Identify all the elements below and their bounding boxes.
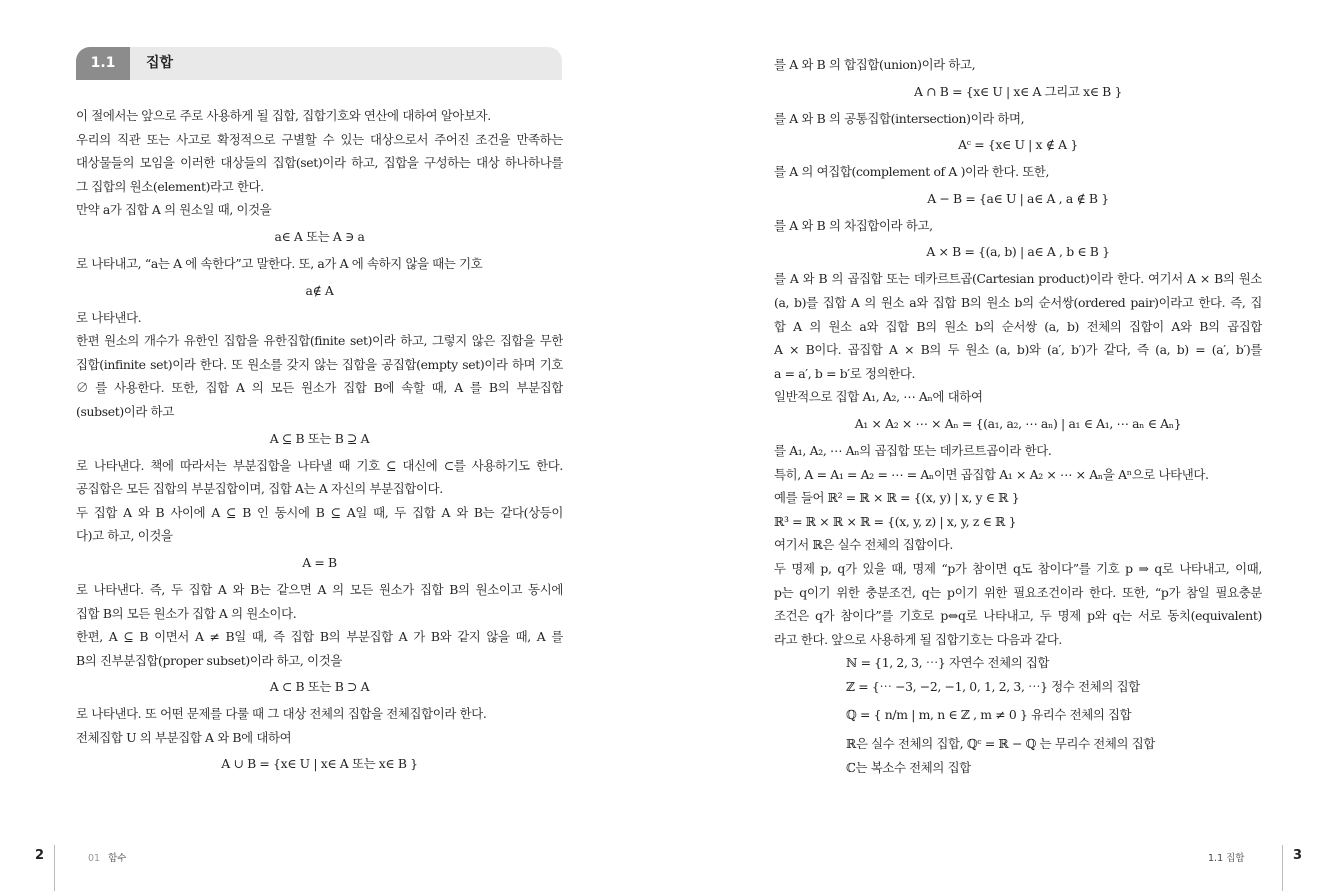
- text-line: a = a′, b = b′로 정의한다.: [774, 365, 916, 381]
- right-text-column: [774, 53, 1262, 780]
- text-line: 로 나타낸다. 책에 따라서는 부분집합을 나타낼 때 기호 ⊆ 대신에 ⊂를 사용하기도 한다.: [76, 457, 563, 473]
- left-running-head: [88, 850, 126, 864]
- text-line: 로 나타낸다. 또 어떤 문제를 다룰 때 그 대상 전체의 집합을 전체집합이라 한다.: [76, 706, 487, 722]
- right-page-number: 3: [1293, 848, 1303, 863]
- text-line: 집합 B의 모든 원소가 집합 A 의 원소이다.: [76, 605, 297, 621]
- formula-line: A ⊂ B 또는 B ⊃ A: [269, 679, 370, 695]
- formula-line: a∈ A 또는 A ∋ a: [274, 228, 365, 244]
- chapter-title: 함수: [108, 853, 127, 864]
- left-text-column: [76, 104, 563, 779]
- text-line: 예를 들어 ℝ² = ℝ × ℝ = {(x, y) | x, y ∈ ℝ }: [774, 490, 1020, 506]
- text-line: 대상물들의 모임을 이러한 대상들의 집합(set)이라 하고, 집합을 구성하는 대상 하나하나를: [76, 155, 563, 171]
- text-line: ℝ³ = ℝ × ℝ × ℝ = {(x, y, z) | x, y, z ∈ ℝ }: [774, 513, 1017, 529]
- section-number: 1.1: [76, 47, 130, 80]
- text-line: 한편, A ⊆ B 이면서 A ≠ B일 때, 즉 집합 B의 부분집합 A 가 B와 같지 않을 때, A 를: [76, 629, 563, 645]
- text-line: 전체집합 U 의 부분집합 A 와 B에 대하여: [76, 729, 292, 745]
- text-line: 일반적으로 집합 A₁, A₂, ⋯ Aₙ에 대하여: [774, 389, 983, 405]
- right-running-head: 1.1 집합: [1208, 853, 1245, 864]
- text-line: 우리의 직관 또는 사고로 확정적으로 구별할 수 있는 대상으로서 주어진 조건을 만족하는: [76, 131, 563, 147]
- formula-line: a∉ A: [305, 282, 334, 298]
- text-line: 한편 원소의 개수가 유한인 집합을 유한집합(finite set)이라 하고, 그렇지 않은 집합을 무한: [76, 333, 563, 349]
- text-line: 를 A 와 B 의 곱집합 또는 데카르트곱(Cartesian product)이라 한다. 여기서 A × B의 원소: [774, 271, 1262, 287]
- text-line: 로 나타내고, “a는 A 에 속한다”고 말한다. 또, a가 A 에 속하지 않을 때는 기호: [76, 255, 483, 271]
- left-footer-rule: [54, 845, 55, 891]
- text-line: 라고 한다. 앞으로 사용하게 될 집합기호는 다음과 같다.: [774, 631, 1062, 647]
- left-page: [0, 0, 670, 891]
- text-line: 특히, A = A₁ = A₂ = ⋯ = Aₙ이면 곱집합 A₁ × A₂ × ⋯ × Aₙ을 Aⁿ으로 나타낸다.: [774, 466, 1209, 482]
- text-line: 조건은 q가 참이다”를 기호로 p⇔q로 나타내고, 두 명제 p와 q는 서로 동치(equivalent): [774, 608, 1262, 624]
- text-line: 공집합은 모든 집합의 부분집합이며, 집합 A는 A 자신의 부분집합이다.: [76, 481, 443, 497]
- text-line: B의 진부분집합(proper subset)이라 하고, 이것을: [76, 652, 342, 668]
- section-heading: [76, 47, 562, 80]
- formula-line: A ∩ B = {x∈ U | x∈ A 그리고 x∈ B }: [913, 83, 1123, 99]
- text-line: 를 A 와 B 의 차집합이라 하고,: [774, 217, 933, 233]
- text-line: ℂ는 복소수 전체의 집합: [846, 760, 971, 776]
- right-page: [670, 0, 1341, 891]
- text-line: ℕ = {1, 2, 3, ⋯} 자연수 전체의 집합: [846, 655, 1050, 671]
- text-line: 를 A₁, A₂, ⋯ Aₙ의 곱집합 또는 데카르트곱이라 한다.: [774, 442, 1052, 458]
- text-line: 를 A 와 B 의 합집합(union)이라 하고,: [774, 57, 976, 72]
- formula-line: A ∪ B = {x∈ U | x∈ A 또는 x∈ B }: [221, 756, 418, 772]
- text-line: 다)고 하고, 이것을: [76, 528, 173, 544]
- formula-line: A₁ × A₂ × ⋯ × Aₙ = {(a₁, a₂, ⋯ aₙ) | a₁ ∈ A₁, ⋯ aₙ ∈ Aₙ}: [854, 415, 1182, 431]
- formula-line: Aᶜ = {x∈ U | x ∉ A }: [958, 137, 1078, 153]
- text-line: (subset)이라 하고: [76, 403, 174, 419]
- right-footer-rule: [1282, 845, 1283, 891]
- text-line: (a, b)를 집합 A 의 원소 a와 집합 B의 원소 b의 순서쌍(ordered pair)이라고 한다. 즉, 집: [774, 294, 1262, 310]
- text-line: 만약 a가 집합 A 의 원소일 때, 이것을: [76, 202, 272, 218]
- section-title: 집합: [146, 55, 174, 71]
- text-line: 그 집합의 원소(element)라고 한다.: [76, 178, 264, 194]
- text-line: 집합(infinite set)이라 한다. 또 원소를 갖지 않는 집합을 공집합(empty set)이라 하며 기호: [76, 356, 563, 372]
- text-line: 두 명제 p, q가 있을 때, 명제 “p가 참이면 q도 참이다”를 기호 p ⇒ q로 나타내고, 이때,: [774, 560, 1262, 576]
- text-line: p는 q이기 위한 충분조건, q는 p이기 위한 필요조건이라 한다. 또한, “p가 참일 필요충분: [774, 584, 1262, 600]
- formula-line: A − B = {a∈ U | a∈ A , a ∉ B }: [927, 190, 1109, 206]
- formula-line: A ⊆ B 또는 B ⊇ A: [269, 430, 370, 446]
- text-line: 이 절에서는 앞으로 주로 사용하게 될 집합, 집합기호와 연산에 대하여 알아보자.: [76, 108, 491, 123]
- text-line: 로 나타낸다. 즉, 두 집합 A 와 B는 같으면 A 의 모든 원소가 집합 B의 원소이고 동시에: [76, 581, 563, 597]
- text-line: 두 집합 A 와 B 사이에 A ⊆ B 인 동시에 B ⊆ A일 때, 두 집합 A 와 B는 같다(상등이: [76, 504, 563, 520]
- text-line: ℤ = {⋯ −3, −2, −1, 0, 1, 2, 3, ⋯} 정수 전체의 집합: [846, 678, 1140, 694]
- formula-line: A = B: [302, 554, 337, 570]
- text-line: ℚ = { n/m | m, n ∈ ℤ , m ≠ 0 } 유리수 전체의 집합: [846, 707, 1132, 723]
- text-line: 여기서 ℝ은 실수 전체의 집합이다.: [774, 537, 953, 553]
- chapter-number: 01: [88, 853, 101, 864]
- text-line: 를 A 의 여집합(complement of A )이라 한다. 또한,: [774, 164, 1050, 180]
- left-page-number: 2: [35, 848, 45, 863]
- text-line: ℝ은 실수 전체의 집합, ℚᶜ = ℝ − ℚ 는 무리수 전체의 집합: [846, 736, 1155, 752]
- text-line: 합 A 의 원소 a와 집합 B의 원소 b의 순서쌍 (a, b) 전체의 집합이 A와 B의 곱집합: [774, 318, 1262, 334]
- text-line: ∅ 를 사용한다. 또한, 집합 A 의 모든 원소가 집합 B에 속할 때, A 를 B의 부분집합: [76, 380, 563, 396]
- formula-line: A × B = {(a, b) | a∈ A , b ∈ B }: [926, 244, 1110, 260]
- text-line: 로 나타낸다.: [76, 309, 142, 325]
- text-line: 를 A 와 B 의 공통집합(intersection)이라 하며,: [774, 110, 1025, 126]
- text-line: A × B이다. 곱집합 A × B의 두 원소 (a, b)와 (a′, b′)가 같다, 즉 (a, b) = (a′, b′)를: [774, 342, 1262, 358]
